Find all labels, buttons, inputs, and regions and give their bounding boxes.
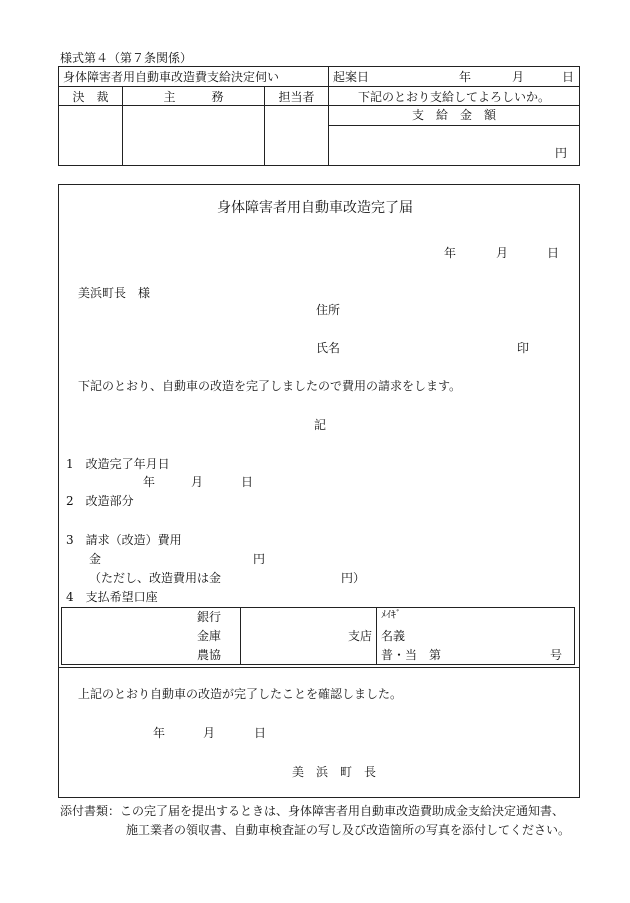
- item3-note-suffix: 円）: [341, 571, 366, 585]
- item3-note-prefix: （ただし、改造費用は金: [89, 571, 222, 585]
- bank-type-bank: 銀行: [197, 610, 222, 624]
- request-text: 下記のとおり支給してよろしいか。: [329, 87, 580, 106]
- approval-table: [58, 66, 580, 166]
- amount-label: 支 給 金 額: [329, 106, 579, 126]
- completion-notice: [58, 184, 580, 798]
- addressee: 美浜町長 様: [78, 286, 151, 300]
- bank-type-nokyo: 農協: [197, 648, 222, 662]
- notice-title: 身体障害者用自動車改造完了届: [217, 200, 413, 216]
- holder-label: 名義: [381, 629, 406, 643]
- attachments-line1: 添付書類：この完了届を提出するときは、身体障害者用自動車改造費助成金支給決定通知書、: [60, 804, 565, 818]
- bank-account-table: [61, 607, 575, 665]
- confirm-year: 年: [153, 726, 166, 740]
- item3-yen: 円: [253, 552, 266, 566]
- form-number: 様式第４（第７条関係）: [60, 51, 193, 65]
- mayor-title: 美 浜 町 長: [292, 765, 377, 779]
- amount-yen: 円: [554, 146, 567, 160]
- account-holder-cell[interactable]: [377, 608, 575, 665]
- branch-label: 支店: [347, 629, 372, 643]
- col-staff: 担当者: [265, 87, 329, 106]
- notice-day: 日: [547, 246, 560, 260]
- ki-heading: 記: [314, 418, 327, 432]
- col-chief: 主 務: [123, 87, 265, 106]
- item3-kin: 金: [89, 552, 102, 566]
- name-label: 氏名: [316, 341, 341, 355]
- attachments-line2: 施工業者の領収書、自動車検査証の写し及び改造箇所の写真を添付してください。: [126, 823, 571, 837]
- confirm-day: 日: [254, 726, 267, 740]
- statement: 下記のとおり、自動車の改造を完了しましたので費用の請求をします。: [78, 379, 462, 393]
- confirm-month: 月: [203, 726, 216, 740]
- draft-date-month: 月: [512, 70, 525, 84]
- item1-day: 日: [241, 475, 254, 489]
- item1-year: 年: [143, 475, 156, 489]
- account-type-label: 普・当 第: [381, 648, 442, 662]
- bank-type-kinko: 金庫: [197, 629, 222, 643]
- approval-title: 身体障害者用自動車改造費支給決定伺い: [59, 67, 329, 87]
- amount-cell[interactable]: [329, 106, 580, 166]
- draft-date-day: 日: [562, 70, 575, 84]
- branch-cell[interactable]: [241, 608, 377, 665]
- item4-label: 4 支払希望口座: [66, 590, 158, 604]
- notice-year: 年: [444, 246, 457, 260]
- item1-month: 月: [191, 475, 204, 489]
- draft-date-label: 起案日: [333, 70, 370, 84]
- item1-label: 1 改造完了年月日: [66, 457, 170, 471]
- draft-date-year: 年: [459, 70, 472, 84]
- confirm-divider: [58, 667, 580, 668]
- address-label: 住所: [316, 303, 341, 317]
- notice-month: 月: [496, 246, 509, 260]
- col-decision: 決 裁: [59, 87, 123, 106]
- chief-stamp-box[interactable]: [123, 106, 265, 166]
- seal-mark: 印: [517, 341, 530, 355]
- item2-label: 2 改造部分: [66, 494, 134, 508]
- number-suffix: 号: [549, 648, 562, 662]
- kana-label: ﾒｲｷﾞ: [381, 610, 401, 621]
- confirm-text: 上記のとおり自動車の改造が完了したことを確認しました。: [78, 687, 403, 701]
- bank-type-cell[interactable]: [62, 608, 241, 665]
- decision-stamp-box[interactable]: [59, 106, 123, 166]
- draft-date-cell[interactable]: [329, 67, 580, 87]
- item3-label: 3 請求（改造）費用: [66, 533, 182, 547]
- staff-stamp-box[interactable]: [265, 106, 329, 166]
